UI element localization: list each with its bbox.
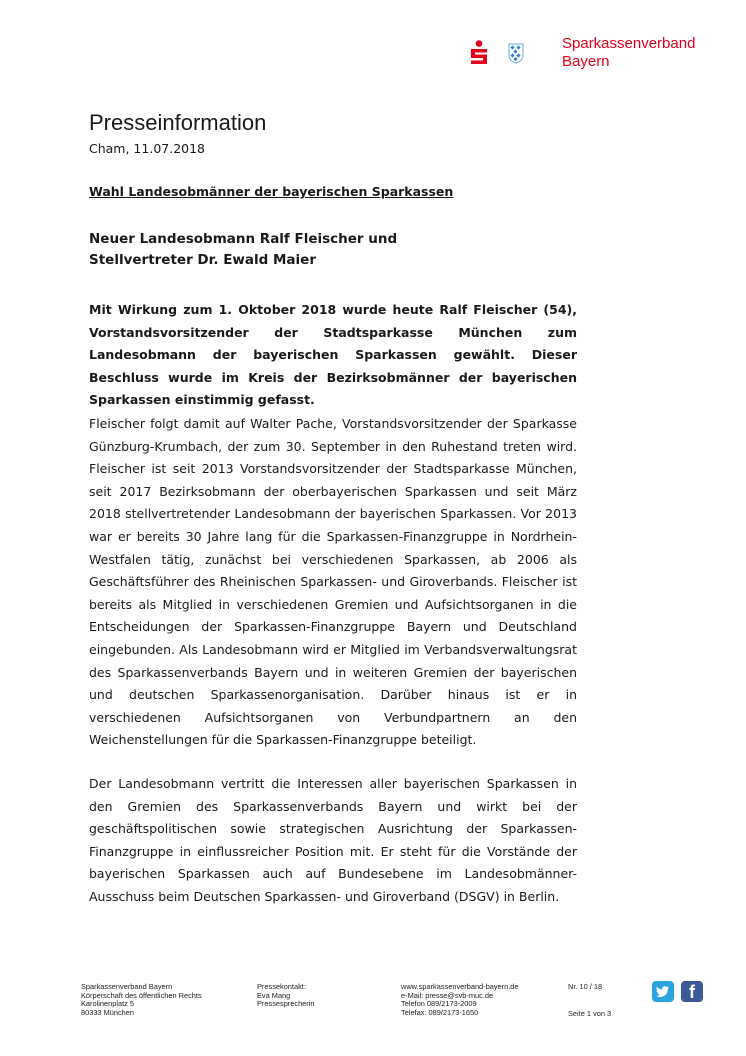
dateline: Cham, 11.07.2018	[89, 141, 206, 156]
footer-organization	[81, 983, 251, 1017]
organization-name-line1: Sparkassenverband	[562, 35, 696, 52]
organization-name-line2: Bayern	[562, 53, 610, 70]
footer-org-line: Körperschaft des öffentlichen Rechts	[81, 990, 202, 1000]
footer-contact-line: Eva Mang	[257, 990, 291, 1000]
footer-press-contact	[257, 983, 387, 1009]
headline-line1: Neuer Landesobmann Ralf Fleischer und	[89, 231, 398, 247]
headline-line2: Stellvertreter Dr. Ewald Maier	[89, 252, 316, 268]
footer-org-line: 80333 München	[81, 1007, 135, 1017]
footer-web-contact	[401, 983, 561, 1017]
facebook-f-glyph: f	[689, 982, 695, 1002]
sparkasse-s-icon	[469, 40, 489, 66]
footer-fax: Telefax: 089/2173-1650	[401, 1007, 479, 1017]
body-paragraph-1: Fleischer folgt damit auf Walter Pache, Vorstandsvorsitzender der Sparkasse Günzburg-Krumbach, der zum 30. September in den Ruhestand treten wird. Fleischer ist seit 2013 Vorstandsvorsitzender der Stadtsparkasse München, seit 2017 Bezirksobmann der oberbayerischen Sparkassen und seit März 2018 stellvertretender Landesobmann der bayerischen Sparkassen. Vor 2013 war er bereits 30 Jahre lang für die Sparkassen-Finanzgruppe in Nordrhein-Westfalen tätig, zunächst bei verschiedenen Sparkassen, ab 2006 als Geschäftsführer des Rheinischen Sparkassen- und Giroverbands. Fleischer ist bereits als Mitglied in verschiedenen Gremien und Aufsichtsorganen in die Entscheidungen der Sparkassen-Finanzgruppe Bayern und Deutschland eingebunden. Als Landesobmann wird er Mitglied im Verbandsverwaltungsrat des Sparkassenverbands Bayern und in weiteren Gremien der bayerischen und deutschen Sparkassenorganisation. Darüber hinaus ist er in verschiedenen Aufsichtsorganen von Verbundpartnern an den Weichenstellungen für die Sparkassen-Finanzgruppe beteiligt.	[89, 416, 577, 748]
footer-org-line: Sparkassenverband Bayern	[81, 982, 173, 991]
organization-name	[562, 35, 695, 71]
headline	[89, 229, 649, 271]
page-number: Seite 1 von 3	[568, 1009, 612, 1018]
bavarian-lozenge-icon	[508, 42, 524, 64]
footer-contact-line: Pressesprecherin	[257, 999, 315, 1009]
footer-phone: Telefon 089/2173-2009	[401, 999, 477, 1009]
lead-paragraph: Mit Wirkung zum 1. Oktober 2018 wurde heute Ralf Fleischer (54), Vorstandsvorsitzender der Stadtsparkasse München zum Landesobmann der bayerischen Sparkassen gewählt. Dieser Beschluss wurde im Kreis der Bezirksobmänner der bayerischen Sparkassen einstimmig gefasst.	[89, 302, 577, 408]
body-paragraph-2: Der Landesobmann vertritt die Interessen aller bayerischen Sparkassen in den Gremien des Sparkassenverbands Bayern und wirkt bei der geschäftspolitischen sowie strategischen Ausrichtung der Sparkassen-Finanzgruppe in einflussreicher Position mit. Er steht für die Vorstände der bayerischen Sparkassen auch auf Bundesebene im Landesobmänner-Ausschuss beim Deutschen Sparkassen- und Giroverband (DSGV) in Berlin.	[89, 776, 577, 904]
subject-line: Wahl Landesobmänner der bayerischen Sparkassen	[89, 184, 454, 199]
footer-website-link[interactable]: www.sparkassenverband-bayern.de	[401, 982, 519, 991]
issue-number: Nr. 10 / 18	[568, 982, 603, 991]
footer-org-line: Karolinenplatz 5	[81, 999, 135, 1009]
footer-contact-line: Pressekontakt:	[257, 982, 306, 991]
twitter-icon[interactable]	[652, 981, 674, 1002]
document-title: Presseinformation	[89, 110, 267, 135]
footer-email-link[interactable]: e-Mail: presse@svb-muc.de	[401, 990, 494, 1000]
